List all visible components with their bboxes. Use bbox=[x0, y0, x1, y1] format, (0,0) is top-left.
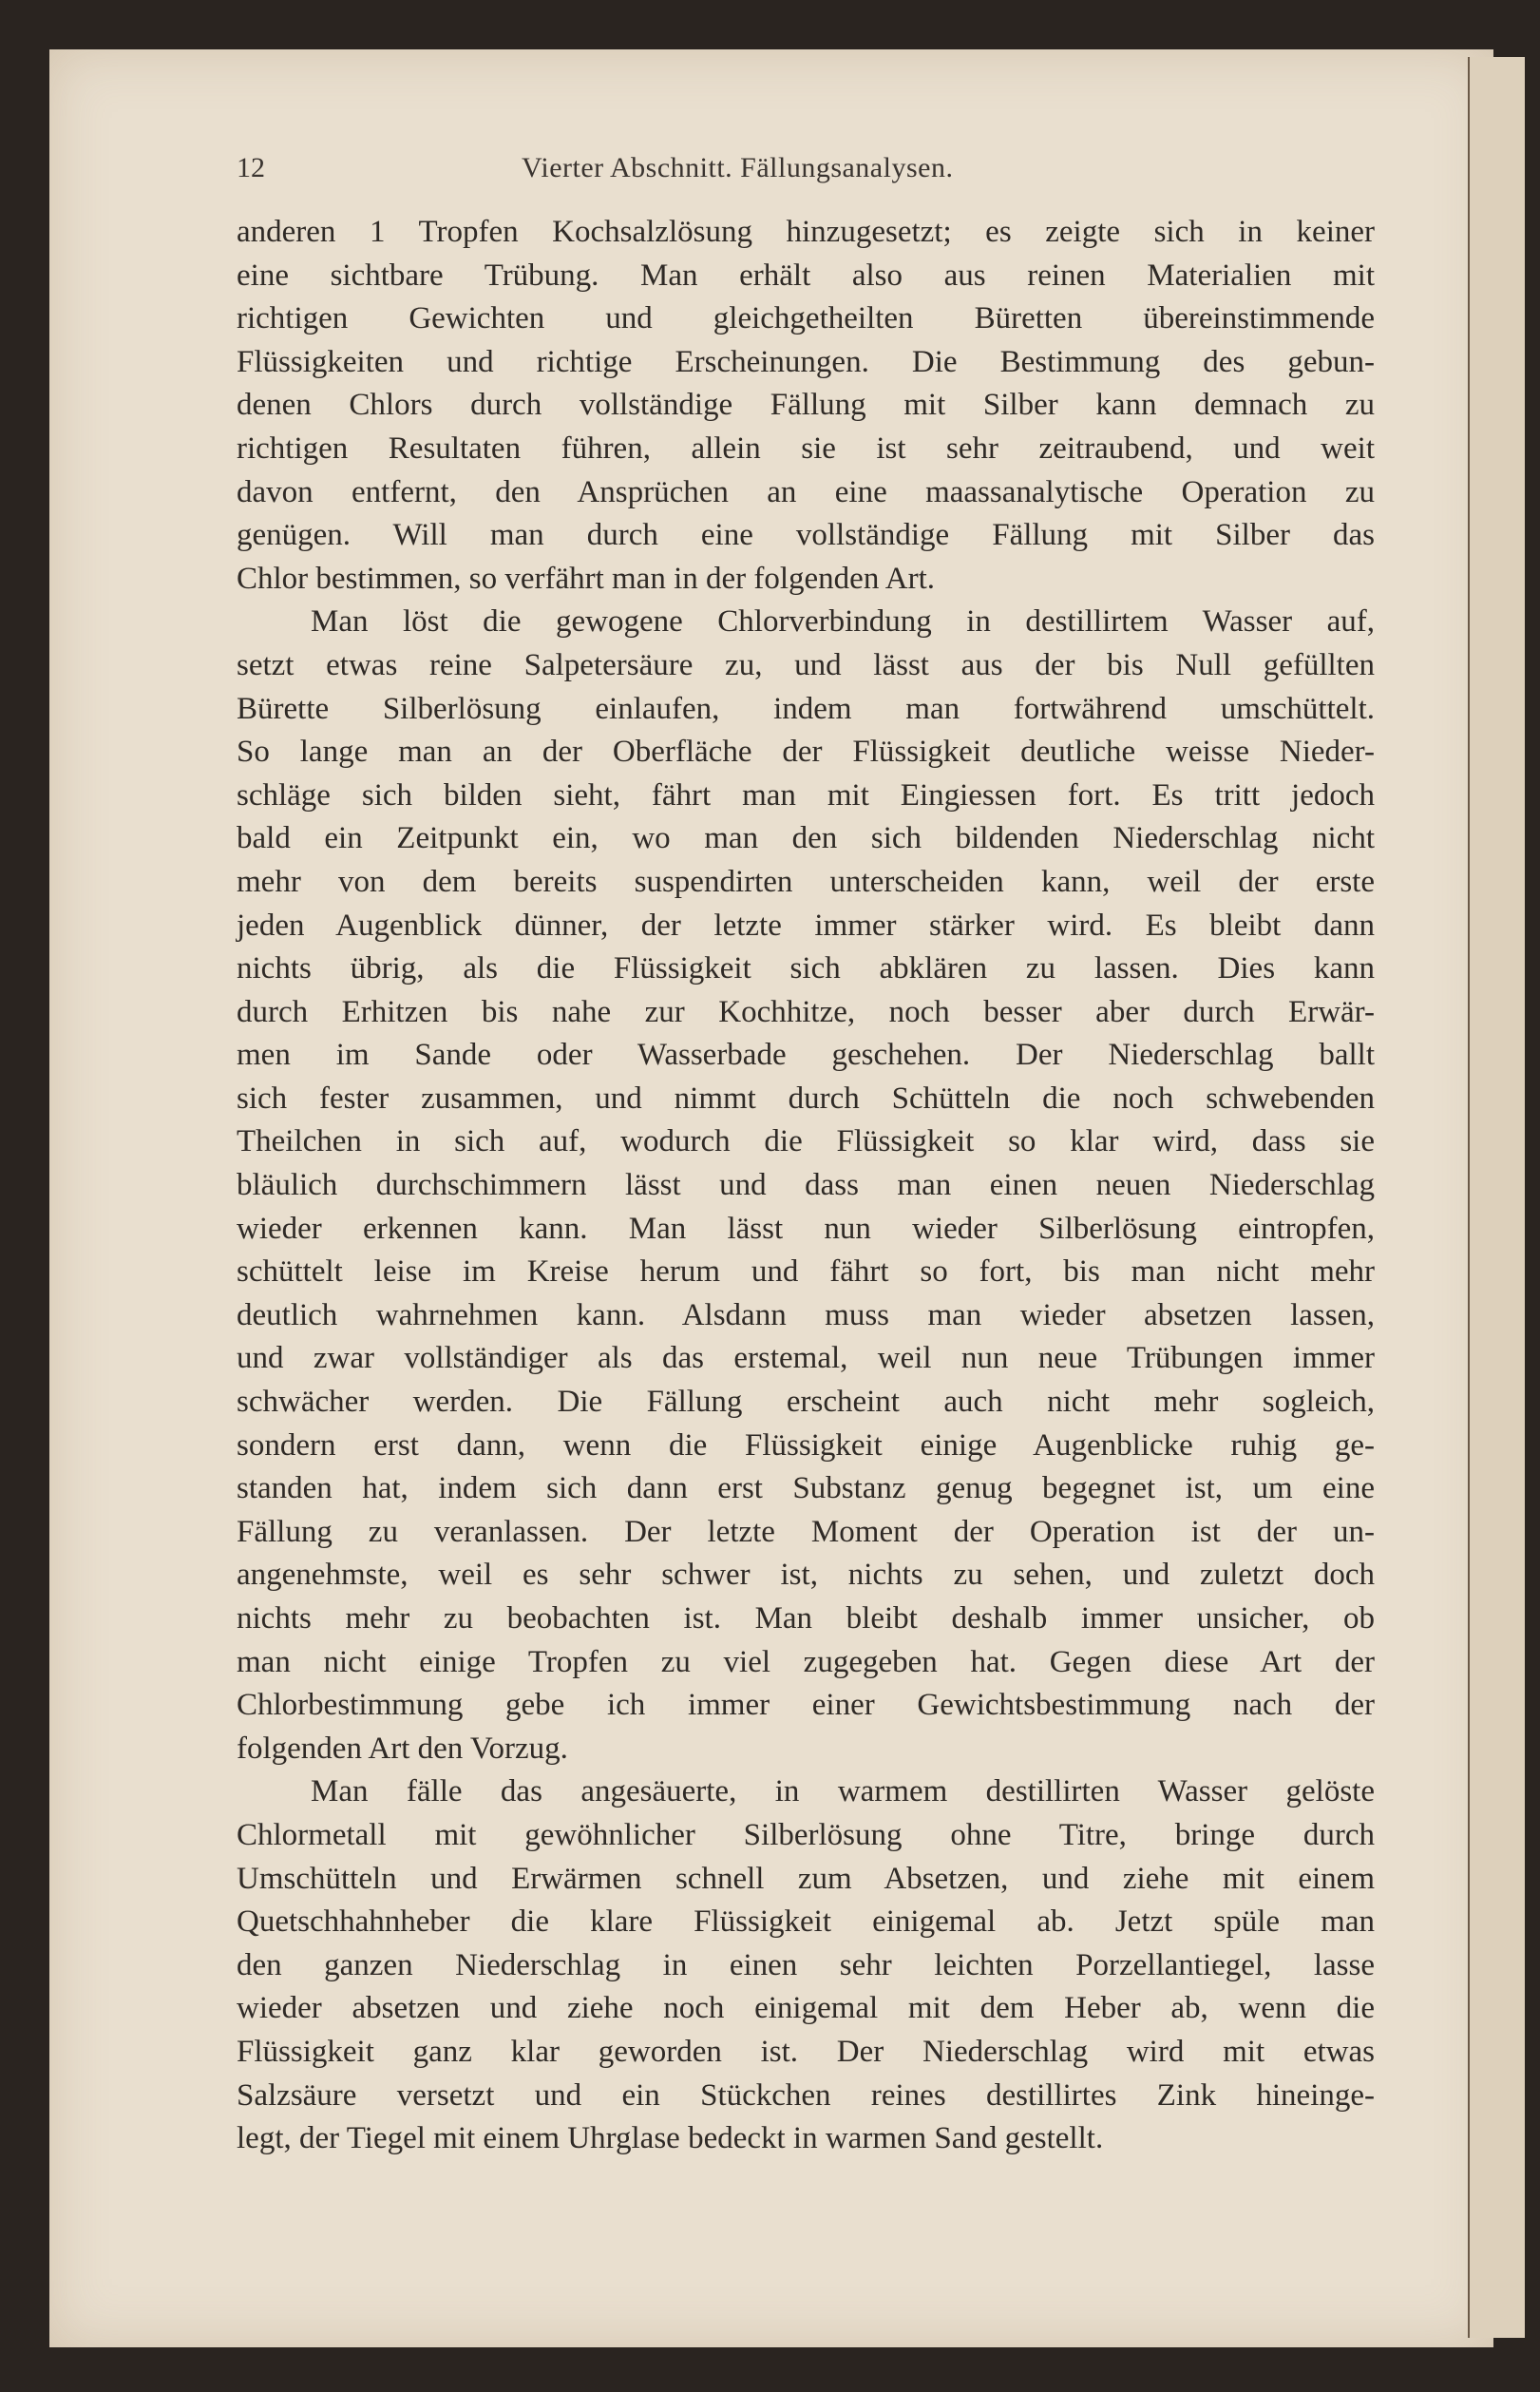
text-line: richtigen Gewichten und gleichgetheilten Büretten übereinstimmende bbox=[237, 301, 1375, 336]
text-line: wieder erkennen kann. Man lässt nun wieder Silberlösung eintropfen, bbox=[237, 1211, 1375, 1246]
text-line: Chlormetall mit gewöhnlicher Silberlösung ohne Titre, bringe durch bbox=[237, 1817, 1375, 1852]
text-line: nichts übrig, als die Flüssigkeit sich abklären zu lassen. Dies kann bbox=[237, 951, 1375, 986]
text-line: denen Chlors durch vollständige Fällung mit Silber kann demnach zu bbox=[237, 388, 1375, 423]
page-number: 12 bbox=[237, 152, 265, 183]
text-line: So lange man an der Oberfläche der Flüssigkeit deutliche weisse Nieder- bbox=[237, 735, 1375, 770]
text-line: sich fester zusammen, und nimmt durch Schütteln die noch schwebenden bbox=[237, 1081, 1375, 1116]
text-line: Salzsäure versetzt und ein Stückchen reines destillirtes Zink hineinge- bbox=[237, 2077, 1375, 2113]
running-title: Vierter Abschnitt. Fällungsanalysen. bbox=[522, 152, 954, 183]
text-line: Fällung zu veranlassen. Der letzte Moment der Operation ist der un- bbox=[237, 1514, 1375, 1549]
text-line: jeden Augenblick dünner, der letzte immer stärker wird. Es bleibt dann bbox=[237, 908, 1375, 943]
text-line: legt, der Tiegel mit einem Uhrglase bedeckt in warmen Sand gestellt. bbox=[237, 2121, 1104, 2156]
body-text bbox=[237, 211, 1375, 2161]
text-line: davon entfernt, den Ansprüchen an eine maassanalytische Operation zu bbox=[237, 474, 1375, 509]
text-line: anderen 1 Tropfen Kochsalzlösung hinzugesetzt; es zeigte sich in keiner bbox=[237, 215, 1375, 249]
text-line: sondern erst dann, wenn die Flüssigkeit einige Augenblicke ruhig ge- bbox=[237, 1427, 1375, 1463]
text-line: Flüssigkeiten und richtige Erscheinungen. Die Bestimmung des gebun- bbox=[237, 344, 1375, 379]
text-line: eine sichtbare Trübung. Man erhält also aus reinen Materialien mit bbox=[237, 258, 1375, 293]
text-line: Chlorbestimmung gebe ich immer einer Gewichtsbestimmung nach der bbox=[237, 1688, 1375, 1723]
text-line: wieder absetzen und ziehe noch einigemal mit dem Heber ab, wenn die bbox=[237, 1991, 1375, 2026]
text-line: nichts mehr zu beobachten ist. Man bleibt deshalb immer unsicher, ob bbox=[237, 1601, 1375, 1636]
text-line: folgenden Art den Vorzug. bbox=[237, 1731, 568, 1766]
text-line: richtigen Resultaten führen, allein sie ist sehr zeitraubend, und weit bbox=[237, 431, 1375, 466]
text-line: bald ein Zeitpunkt ein, wo man den sich bildenden Niederschlag nicht bbox=[237, 821, 1375, 856]
text-line: mehr von dem bereits suspendirten unterscheiden kann, weil der erste bbox=[237, 864, 1375, 899]
text-line: deutlich wahrnehmen kann. Alsdann muss man wieder absetzen lassen, bbox=[237, 1297, 1375, 1332]
text-line: Bürette Silberlösung einlaufen, indem man fortwährend umschüttelt. bbox=[237, 691, 1375, 726]
text-line: Umschütteln und Erwärmen schnell zum Absetzen, und ziehe mit einem bbox=[237, 1861, 1375, 1896]
text-line: Chlor bestimmen, so verfährt man in der folgenden Art. bbox=[237, 561, 935, 596]
text-line: durch Erhitzen bis nahe zur Kochhitze, noch besser aber durch Erwär- bbox=[237, 994, 1375, 1029]
text-line: schüttelt leise im Kreise herum und fährt so fort, bis man nicht mehr bbox=[237, 1254, 1375, 1290]
text-line: Man fälle das angesäuerte, in warmem destillirten Wasser gelöste bbox=[311, 1774, 1375, 1809]
text-line: schwächer werden. Die Fällung erscheint auch nicht mehr sogleich, bbox=[237, 1385, 1375, 1420]
text-line: Quetschhahnheber die klare Flüssigkeit einigemal ab. Jetzt spüle man bbox=[237, 1904, 1375, 1940]
text-line: Flüssigkeit ganz klar geworden ist. Der Niederschlag wird mit etwas bbox=[237, 2034, 1375, 2069]
text-line: angenehmste, weil es sehr schwer ist, nichts zu sehen, und zuletzt doch bbox=[237, 1558, 1375, 1593]
text-line: standen hat, indem sich dann erst Substanz genug begegnet ist, um eine bbox=[237, 1471, 1375, 1506]
text-line: den ganzen Niederschlag in einen sehr leichten Porzellantiegel, lasse bbox=[237, 1947, 1375, 1982]
text-line: schläge sich bilden sieht, fährt man mit Eingiessen fort. Es tritt jedoch bbox=[237, 777, 1375, 813]
text-line: Man löst die gewogene Chlorverbindung in destillirtem Wasser auf, bbox=[311, 604, 1375, 640]
running-header bbox=[237, 152, 1377, 190]
text-line: men im Sande oder Wasserbade geschehen. Der Niederschlag ballt bbox=[237, 1038, 1375, 1073]
next-page-edge bbox=[1468, 57, 1525, 2338]
text-line: und zwar vollständiger als das erstemal, weil nun neue Trübungen immer bbox=[237, 1341, 1375, 1376]
text-line: setzt etwas reine Salpetersäure zu, und lässt aus der bis Null gefüllten bbox=[237, 647, 1375, 682]
text-line: bläulich durchschimmern lässt und dass man einen neuen Niederschlag bbox=[237, 1168, 1375, 1203]
text-line: man nicht einige Tropfen zu viel zugegeben hat. Gegen diese Art der bbox=[237, 1644, 1375, 1679]
text-line: Theilchen in sich auf, wodurch die Flüssigkeit so klar wird, dass sie bbox=[237, 1124, 1375, 1159]
text-line: genügen. Will man durch eine vollständige Fällung mit Silber das bbox=[237, 518, 1375, 553]
